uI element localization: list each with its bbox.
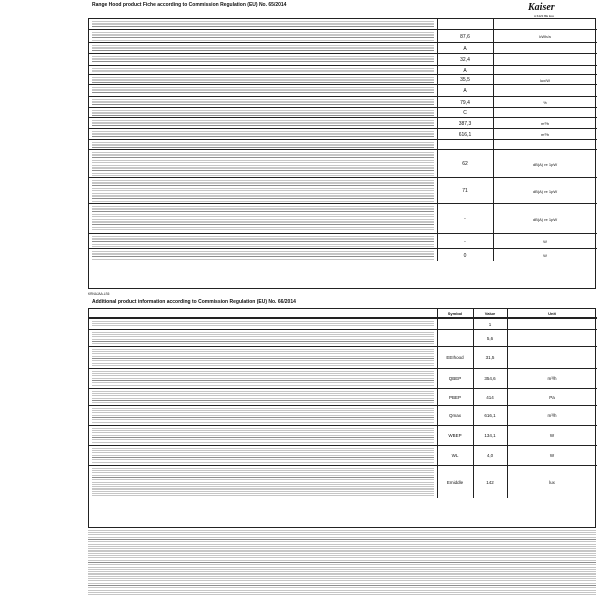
brand-logo: Kaiser bbox=[528, 2, 555, 13]
additional-symbol bbox=[437, 330, 473, 347]
fiche-value: A bbox=[463, 88, 467, 94]
fiche-row bbox=[89, 29, 597, 42]
additional-symbol: WBEP bbox=[448, 433, 462, 438]
fiche-unit: lux/W bbox=[540, 77, 550, 83]
additional-row bbox=[89, 346, 597, 368]
fiche-unit: W bbox=[543, 253, 547, 258]
additional-value: 414 bbox=[486, 394, 494, 400]
fiche-value: 35,5 bbox=[460, 77, 470, 83]
fiche-unit: dB(A) re 1pW bbox=[532, 161, 558, 167]
additional-unit: m³/h bbox=[547, 376, 557, 381]
column-divider bbox=[437, 309, 438, 317]
fiche-row bbox=[89, 248, 597, 261]
multilingual-text bbox=[92, 68, 434, 73]
additional-unit bbox=[507, 330, 597, 347]
additional-symbol: Emiddle bbox=[446, 479, 464, 485]
fiche-row bbox=[89, 96, 597, 107]
fiche-unit bbox=[493, 19, 597, 29]
multilingual-text bbox=[92, 56, 434, 64]
model-number: A 6423 BE Eco bbox=[534, 14, 555, 18]
fiche-value: 616,1 bbox=[458, 131, 472, 138]
fiche-value: A bbox=[463, 45, 467, 52]
additional-value: 31,5 bbox=[485, 355, 495, 360]
multilingual-text bbox=[92, 391, 434, 404]
multilingual-text bbox=[92, 180, 434, 202]
additional-unit: Pa bbox=[549, 394, 555, 400]
additional-row bbox=[89, 388, 597, 405]
additional-value: 134,1 bbox=[484, 433, 496, 438]
multilingual-text bbox=[92, 251, 434, 260]
multilingual-text bbox=[92, 468, 434, 497]
fiche-value: - bbox=[464, 238, 466, 245]
additional-unit: W bbox=[549, 433, 555, 438]
fiche-value: 79,4 bbox=[460, 99, 470, 106]
multilingual-text bbox=[92, 236, 434, 247]
fiche-row bbox=[89, 42, 597, 53]
additional-symbol: PBEP bbox=[448, 394, 461, 400]
fiche-unit: dB(A) re 1pW bbox=[532, 188, 558, 194]
multilingual-text bbox=[92, 408, 434, 424]
fiche-row bbox=[89, 139, 597, 149]
multilingual-text bbox=[92, 110, 434, 116]
fiche-row bbox=[89, 128, 597, 139]
fiche-row bbox=[89, 53, 597, 65]
fiche-row bbox=[89, 177, 597, 203]
multilingual-text bbox=[92, 32, 434, 41]
fiche-value: 71 bbox=[462, 188, 468, 194]
fiche-value: A bbox=[463, 67, 467, 74]
fiche-value bbox=[437, 19, 493, 29]
fiche-unit: m³/h bbox=[541, 121, 549, 126]
multilingual-text bbox=[92, 371, 434, 387]
fiche-unit: kWh/a bbox=[539, 34, 551, 39]
multilingual-text bbox=[92, 131, 434, 138]
fiche-row bbox=[89, 203, 597, 233]
additional-symbol: WL bbox=[451, 453, 459, 458]
additional-value: 142 bbox=[486, 479, 494, 485]
fiche-value: 87,6 bbox=[460, 33, 470, 40]
additional-unit: W bbox=[549, 453, 555, 458]
additional-value: 1 bbox=[488, 321, 492, 327]
fiche-value: 62 bbox=[462, 161, 468, 167]
fiche-unit: % bbox=[543, 100, 547, 105]
additional-row bbox=[89, 465, 597, 498]
additional-row bbox=[89, 445, 597, 465]
fiche-row bbox=[89, 117, 597, 128]
additional-symbol: QBEP bbox=[448, 376, 462, 381]
multilingual-text bbox=[92, 21, 434, 27]
multilingual-text bbox=[92, 87, 434, 95]
fiche-row bbox=[89, 84, 597, 96]
fiche-unit: W bbox=[543, 239, 547, 244]
multilingual-text bbox=[92, 120, 434, 127]
column-divider bbox=[507, 309, 508, 317]
additional-row bbox=[89, 368, 597, 388]
fiche-unit: m³/h bbox=[541, 132, 549, 137]
fiche-row bbox=[89, 65, 597, 74]
multilingual-text bbox=[92, 206, 434, 232]
multilingual-text bbox=[92, 77, 434, 83]
fiche-row bbox=[89, 107, 597, 117]
additional-value: 5,6 bbox=[486, 335, 494, 341]
additional-unit bbox=[507, 347, 597, 369]
table-header bbox=[89, 309, 597, 318]
fiche-value: C bbox=[463, 110, 467, 116]
multilingual-text bbox=[92, 448, 434, 464]
additional-row bbox=[89, 329, 597, 346]
multilingual-text bbox=[92, 349, 434, 367]
legal-text-block bbox=[88, 530, 596, 596]
multilingual-text bbox=[92, 99, 434, 106]
additional-row bbox=[89, 318, 597, 329]
additional-symbol: Qmax bbox=[448, 413, 461, 418]
multilingual-text bbox=[92, 332, 434, 345]
column-divider bbox=[473, 309, 474, 317]
additional-unit: m³/h bbox=[547, 413, 557, 418]
additional-title: Additional product information according to Commission Regulation (EU) No. 66/2014 bbox=[92, 299, 296, 305]
multilingual-text bbox=[92, 428, 434, 444]
additional-row bbox=[89, 425, 597, 445]
multilingual-text bbox=[92, 152, 434, 176]
footer-code: KRNAJAA-LS6 bbox=[88, 292, 110, 296]
fiche-row bbox=[89, 149, 597, 177]
fiche-row bbox=[89, 74, 597, 84]
additional-symbol: EEIhood bbox=[446, 355, 464, 360]
fiche-row bbox=[89, 233, 597, 248]
header-unit: Unit bbox=[548, 311, 556, 316]
fiche-table bbox=[88, 18, 596, 289]
header-symbol: Symbol bbox=[447, 311, 463, 316]
additional-value: 616,1 bbox=[484, 413, 496, 418]
additional-unit: lux bbox=[549, 479, 555, 485]
fiche-value: 0 bbox=[463, 252, 467, 259]
fiche-row bbox=[89, 19, 597, 29]
fiche-value: 387,3 bbox=[458, 120, 472, 127]
additional-row bbox=[89, 405, 597, 425]
multilingual-text bbox=[92, 45, 434, 52]
header-value: Value bbox=[484, 311, 496, 316]
fiche-unit: dB(A) re 1pW bbox=[532, 216, 558, 222]
additional-value: 354,6 bbox=[484, 376, 496, 381]
multilingual-text bbox=[92, 142, 434, 148]
additional-value: 4,0 bbox=[486, 453, 494, 458]
fiche-value: - bbox=[464, 216, 466, 222]
fiche-value: 32,4 bbox=[460, 57, 470, 63]
additional-table bbox=[88, 308, 596, 528]
fiche-title: Range Hood product Fiche according to Commission Regulation (EU) No. 65/2014 bbox=[92, 2, 287, 8]
multilingual-text bbox=[92, 321, 434, 328]
